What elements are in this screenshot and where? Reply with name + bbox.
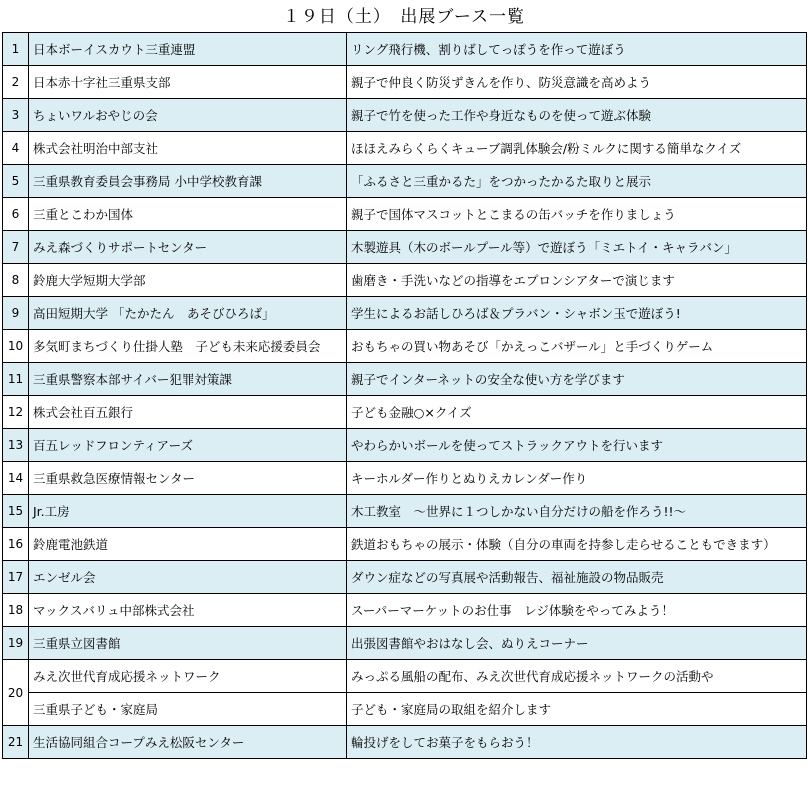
booth-description: キーホルダー作りとぬりえカレンダー作り	[347, 462, 807, 495]
exhibitor-name: 高田短期大学 「たかたん あそびひろば」	[29, 297, 347, 330]
exhibitor-name: 三重県救急医療情報センター	[29, 462, 347, 495]
page-title: １９日（土） 出展ブース一覧	[282, 7, 526, 27]
row-number: 12	[3, 396, 29, 429]
table-row	[3, 330, 807, 363]
row-number: 3	[3, 99, 29, 132]
exhibitor-name: 株式会社明治中部支社	[29, 132, 347, 165]
exhibitor-name: Jr.工房	[29, 495, 347, 528]
exhibitor-name: 株式会社百五銀行	[29, 396, 347, 429]
booth-description: ダウン症などの写真展や活動報告、福祉施設の物品販売	[347, 561, 807, 594]
booth-description: やわらかいボールを使ってストラックアウトを行います	[347, 429, 807, 462]
exhibitor-name: みえ森づくりサポートセンター	[29, 231, 347, 264]
row-number: 16	[3, 528, 29, 561]
exhibitor-name: 日本ボーイスカウト三重連盟	[29, 33, 347, 66]
booth-description: 親子でインターネットの安全な使い方を学びます	[347, 363, 807, 396]
table-row	[3, 693, 807, 726]
table-row	[3, 627, 807, 660]
table-row	[3, 231, 807, 264]
exhibitor-name: 百五レッドフロンティアーズ	[29, 429, 347, 462]
booth-description: 輪投げをしてお菓子をもらおう！	[347, 726, 807, 759]
table-row	[3, 561, 807, 594]
row-number: 2	[3, 66, 29, 99]
row-number: 13	[3, 429, 29, 462]
table-row	[3, 99, 807, 132]
table-row	[3, 660, 807, 693]
table-row	[3, 132, 807, 165]
table-row	[3, 429, 807, 462]
row-number: 11	[3, 363, 29, 396]
table-row	[3, 363, 807, 396]
booth-description: 出張図書館やおはなし会、ぬりえコーナー	[347, 627, 807, 660]
row-number: 4	[3, 132, 29, 165]
exhibitor-name: ちょいワルおやじの会	[29, 99, 347, 132]
booth-description: 親子で仲良く防災ずきんを作り、防災意識を高めよう	[347, 66, 807, 99]
table-row	[3, 297, 807, 330]
exhibitor-name: みえ次世代育成応援ネットワーク	[29, 660, 347, 693]
exhibitor-name: 鈴鹿大学短期大学部	[29, 264, 347, 297]
booth-description: 木製遊具（木のボールプール等）で遊ぼう「ミエトイ・キャラバン」	[347, 231, 807, 264]
row-number: 7	[3, 231, 29, 264]
booth-description: 子ども金融○×クイズ	[347, 396, 807, 429]
table-row	[3, 198, 807, 231]
row-number: 19	[3, 627, 29, 660]
booth-description: 学生によるお話しひろば＆プラバン・シャボン玉で遊ぼう!	[347, 297, 807, 330]
exhibitor-name: 三重県教育委員会事務局 小中学校教育課	[29, 165, 347, 198]
booth-description: スーパーマーケットのお仕事 レジ体験をやってみよう！	[347, 594, 807, 627]
exhibitor-name: エンゼル会	[29, 561, 347, 594]
exhibitor-name: 日本赤十字社三重県支部	[29, 66, 347, 99]
row-number: 15	[3, 495, 29, 528]
booth-description: 親子で国体マスコットとこまるの缶バッチを作りましょう	[347, 198, 807, 231]
booth-description: 「ふるさと三重かるた」をつかったかるた取りと展示	[347, 165, 807, 198]
booth-description: 子ども・家庭局の取組を紹介します	[347, 693, 807, 726]
booth-table	[2, 32, 807, 759]
booth-description: 鉄道おもちゃの展示・体験（自分の車両を持参し走らせることもできます）	[347, 528, 807, 561]
row-number: 18	[3, 594, 29, 627]
exhibitor-name: マックスバリュ中部株式会社	[29, 594, 347, 627]
table-row	[3, 165, 807, 198]
booth-description: 木工教室 ～世界に１つしかない自分だけの船を作ろう!!～	[347, 495, 807, 528]
table-row	[3, 66, 807, 99]
row-number: 5	[3, 165, 29, 198]
table-row	[3, 264, 807, 297]
row-number: 17	[3, 561, 29, 594]
table-row	[3, 594, 807, 627]
row-number: 10	[3, 330, 29, 363]
row-number: 8	[3, 264, 29, 297]
exhibitor-name: 三重県子ども・家庭局	[29, 693, 347, 726]
booth-description: リング飛行機、割りばしてっぽうを作って遊ぼう	[347, 33, 807, 66]
table-row	[3, 462, 807, 495]
exhibitor-name: 三重県立図書館	[29, 627, 347, 660]
booth-description: みっぷる風船の配布、みえ次世代育成応援ネットワークの活動や	[347, 660, 807, 693]
exhibitor-name: 多気町まちづくり仕掛人塾 子ども未来応援委員会	[29, 330, 347, 363]
booth-description: 歯磨き・手洗いなどの指導をエプロンシアターで演じます	[347, 264, 807, 297]
table-row	[3, 396, 807, 429]
row-number: 14	[3, 462, 29, 495]
table-row	[3, 33, 807, 66]
table-row	[3, 726, 807, 759]
booth-description: おもちゃの買い物あそび「かえっこバザール」と手づくりゲーム	[347, 330, 807, 363]
table-row	[3, 528, 807, 561]
row-number: 6	[3, 198, 29, 231]
table-row	[3, 495, 807, 528]
booth-description: ほほえみらくらくキューブ調乳体験会/粉ミルクに関する簡単なクイズ	[347, 132, 807, 165]
row-number: 20	[3, 660, 29, 726]
booth-description: 親子で竹を使った工作や身近なものを使って遊ぶ体験	[347, 99, 807, 132]
exhibitor-name: 鈴鹿電池鉄道	[29, 528, 347, 561]
row-number: 9	[3, 297, 29, 330]
exhibitor-name: 三重とこわか国体	[29, 198, 347, 231]
row-number: 1	[3, 33, 29, 66]
exhibitor-name: 生活協同組合コープみえ松阪センター	[29, 726, 347, 759]
exhibitor-name: 三重県警察本部サイバー犯罪対策課	[29, 363, 347, 396]
row-number: 21	[3, 726, 29, 759]
